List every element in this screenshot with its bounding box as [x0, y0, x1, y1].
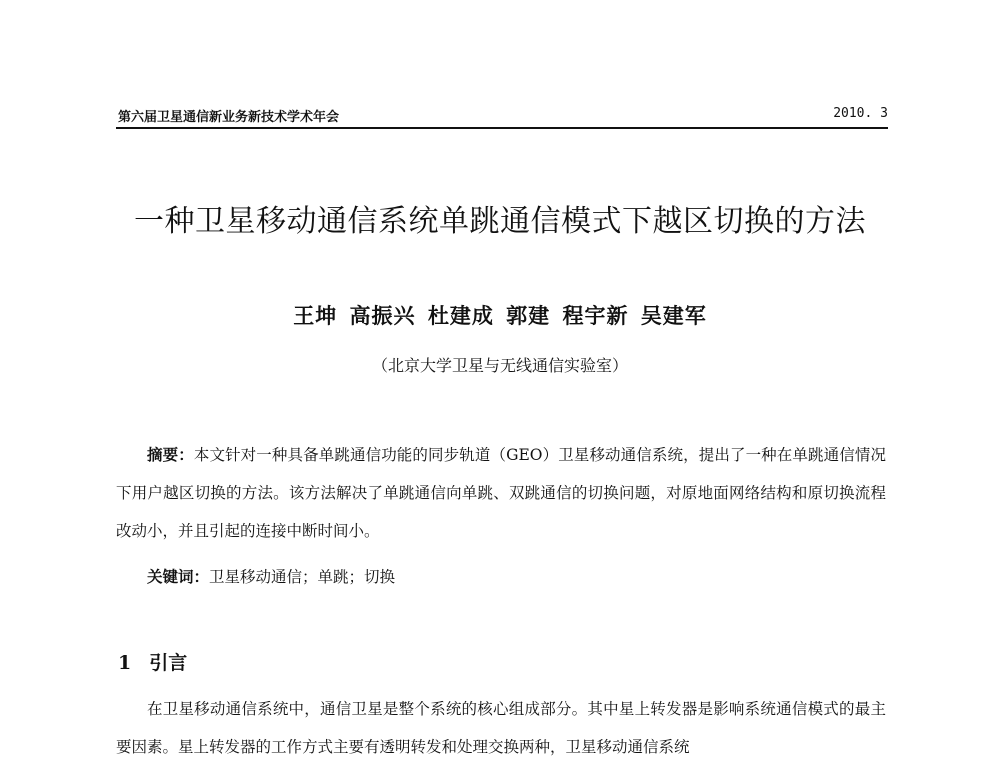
- keywords-label: 关键词：: [147, 567, 210, 586]
- conference-name: 第六届卫星通信新业务新技术学术年会: [118, 110, 340, 125]
- section-body: 在卫星移动通信系统中，通信卫星是整个系统的核心组成部分。其中星上转发器是影响系统通信模式的最主要因素。星上转发器的工作方式主要有透明转发和处理交换两种，卫星移动通信系统: [116, 700, 886, 756]
- affiliation: （北京大学卫星与无线通信实验室）: [371, 356, 628, 375]
- section-heading: [118, 648, 187, 675]
- abstract-text: 本文针对一种具备单跳通信功能的同步轨道（GEO）卫星移动通信系统，提出了一种在单跳通信情况下用户越区切换的方法。该方法解决了单跳通信向单跳、双跳通信的切换问题，对原地面网络结构和原切换流程改动小，并且引起的连接中断时间小。: [116, 446, 886, 540]
- abstract-label: 摘要：: [147, 445, 194, 464]
- keywords: [147, 565, 395, 587]
- header-rule: [116, 127, 888, 129]
- author-list: 王坤 高振兴 杜建成 郭建 程宇新 吴建军: [293, 303, 707, 328]
- publication-date: 2010. 3: [833, 106, 888, 121]
- section-number: 1: [118, 652, 132, 674]
- keywords-text: 卫星移动通信；单跳；切换: [209, 568, 396, 586]
- paper-title: 一种卫星移动通信系统单跳通信模式下越区切换的方法: [134, 204, 866, 239]
- abstract: [116, 436, 886, 550]
- running-header: [118, 104, 888, 126]
- section-title: 引言: [149, 652, 188, 674]
